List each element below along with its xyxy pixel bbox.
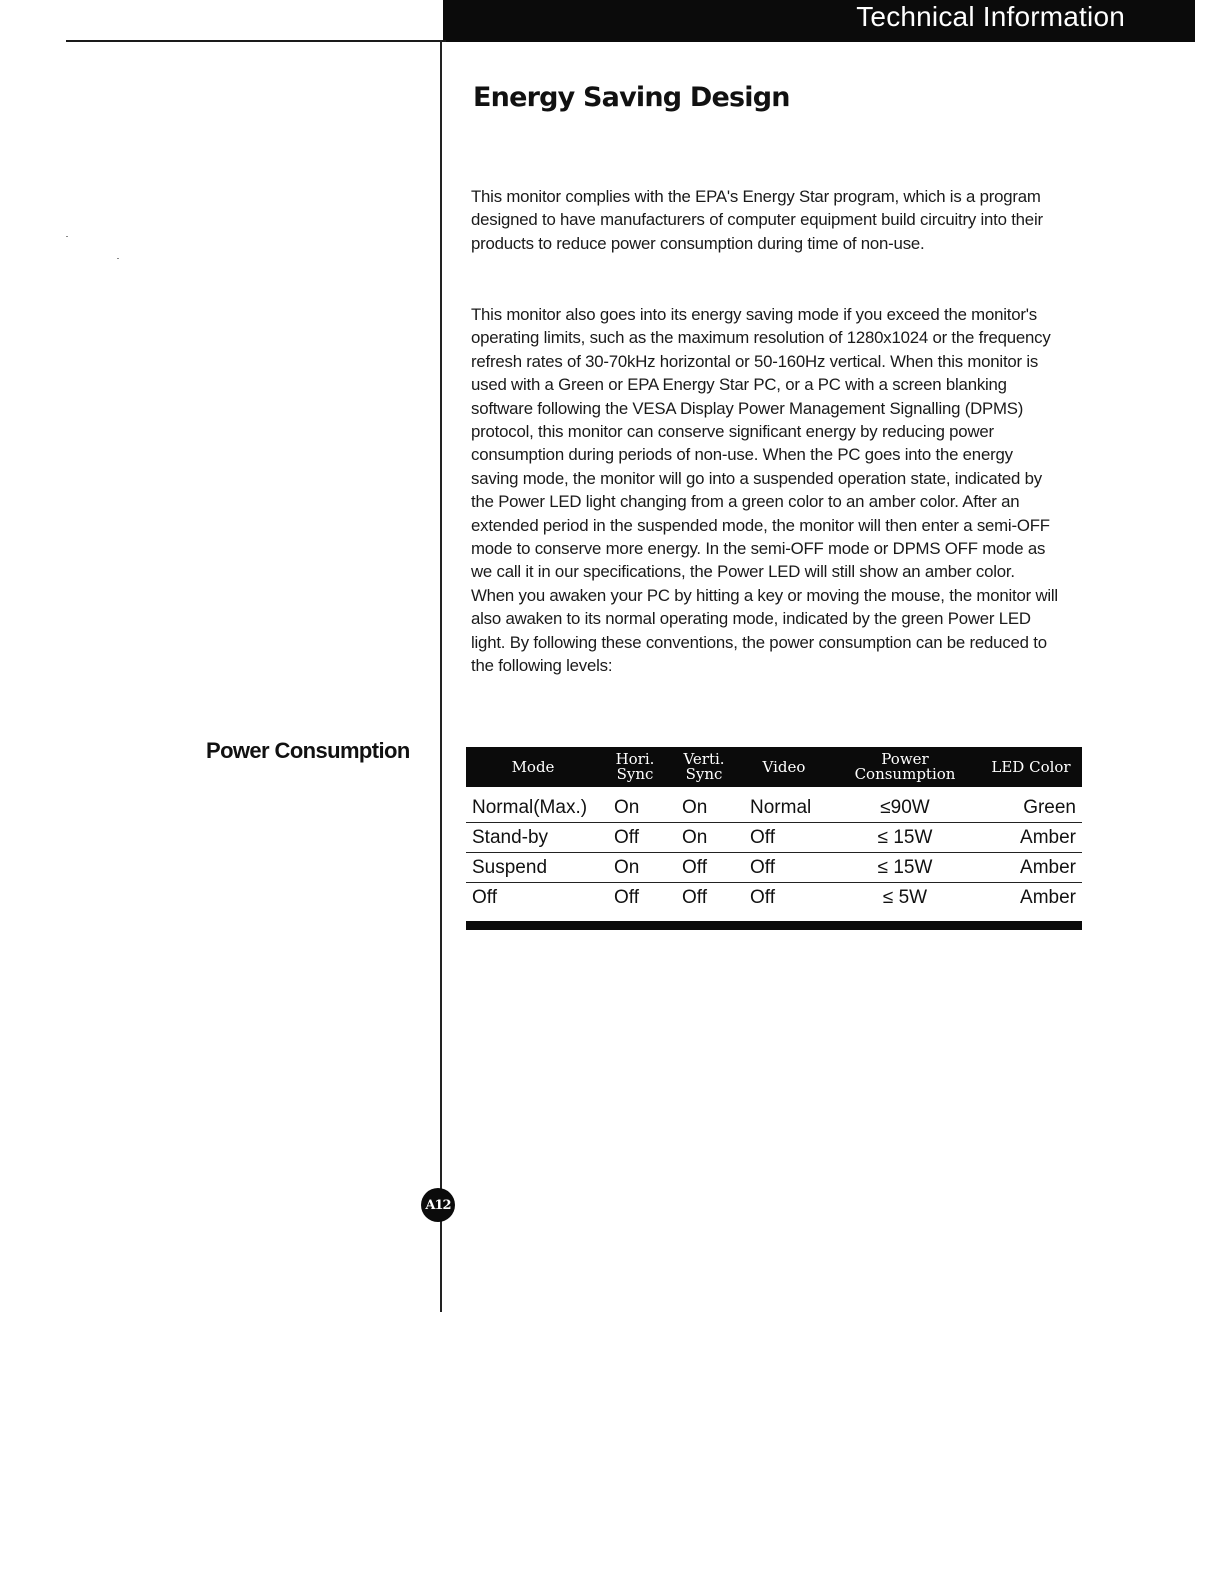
cell-power: ≤ 15W [830,853,980,883]
cell-hori-sync: On [600,787,670,823]
column-header-hori-sync: Hori. Sync [600,747,670,787]
page-title: Energy Saving Design [473,82,790,113]
column-header-video: Video [738,747,830,787]
cell-led-color: Green [980,787,1082,823]
cell-video: Normal [738,787,830,823]
column-header-power-consumption: Power Consumption [830,747,980,787]
table-row [466,787,1082,823]
table-row [466,853,1082,883]
header-rule [66,40,446,42]
cell-led-color: Amber [980,853,1082,883]
power-consumption-table [466,747,1082,912]
cell-verti-sync: Off [682,886,707,908]
intro-paragraph: This monitor complies with the EPA's Energy Star program, which is a program designed to have manufacturers of computer equipment build circuitry into their products to reduce power consumption during time of non-use. [471,187,1043,253]
column-header-mode: Mode [466,747,600,787]
side-heading-power-consumption: Power Consumption [206,738,410,763]
cell-power: ≤90W [830,787,980,823]
cell-verti-sync: Off [670,853,738,883]
section-title: Technical Information [856,1,1125,32]
cell-verti-sync: On [670,823,738,853]
table-header-row [466,747,1082,787]
cell-video: Off [738,853,830,883]
column-header-verti-sync: Verti. Sync [670,747,738,787]
column-header-led-color: LED Color [980,747,1082,787]
cell-power: ≤ 15W [830,823,980,853]
cell-hori-sync: Off [600,823,670,853]
table-row [466,823,1082,853]
cell-mode: Stand-by [466,823,600,853]
scan-speck [117,258,119,259]
cell-mode: Suspend [466,853,600,883]
cell-mode: Off [472,886,497,908]
page-number-badge: A12 [421,1188,455,1222]
cell-mode: Normal(Max.) [466,787,600,823]
scan-speck [66,236,68,237]
cell-led-color: Amber [1020,886,1076,908]
cell-power: ≤ 5W [882,886,928,908]
table-row [466,883,1082,913]
energy-mode-paragraph: This monitor also goes into its energy saving mode if you exceed the monitor's operating limits, such as the maximum resolution of 1280x1024 or the frequency refresh rates of 30-70kHz horizontal or 50-160Hz vertical. When this monitor is used with a Green or EPA Energy Star PC, or a PC with a screen blanking software following the VESA Display Power Management Signalling (DPMS) protocol, this monitor can conserve significant energy by reducing power consumption during periods of non-use. When the PC goes into the energy saving mode, the monitor will go into a suspended operation state, indicated by the Power LED light changing from a green color to an amber color. After an extended period in the suspended mode, the monitor will then enter a semi-OFF mode to conserve more energy. In the semi-OFF mode or DPMS OFF mode as we call it in our specifications, the Power LED will still show an amber color. When you awaken your PC by hitting a key or moving the mouse, the monitor will also awaken to its normal operating mode, indicated by the green Power LED light. By following these conventions, the power consumption can be reduced to the following levels: [471,305,1058,676]
margin-rule [440,40,442,1312]
cell-led-color: Amber [980,823,1082,853]
table-footer-bar [466,921,1082,930]
cell-video: Off [750,886,775,908]
header-bar [443,0,1195,42]
cell-hori-sync: On [600,853,670,883]
cell-video: Off [738,823,830,853]
cell-verti-sync: On [670,787,738,823]
cell-hori-sync: Off [614,886,639,908]
